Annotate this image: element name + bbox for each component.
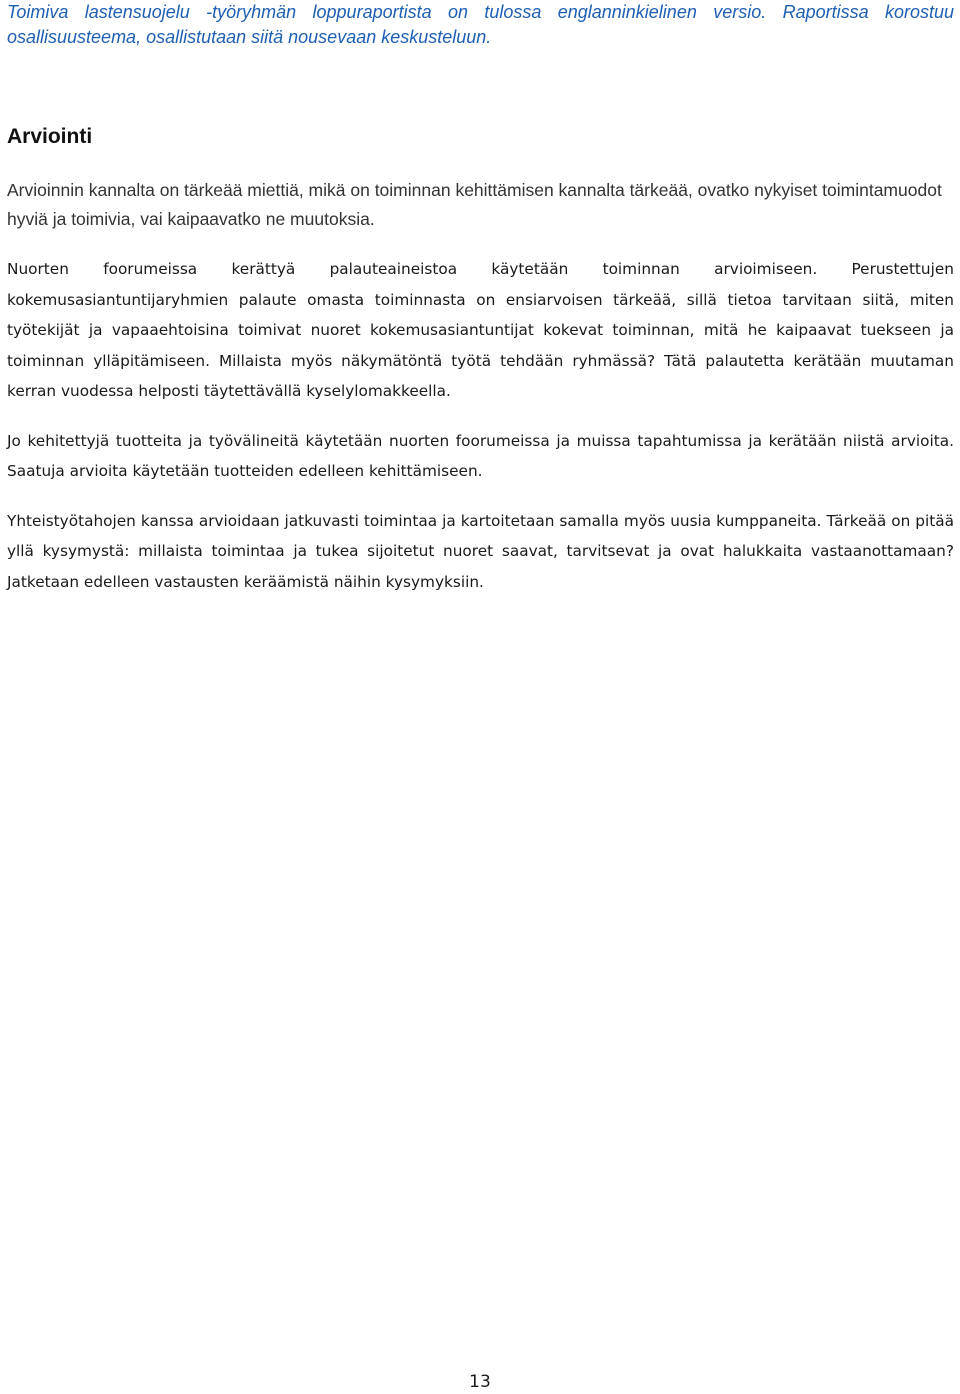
- page-number: 13: [469, 1372, 491, 1392]
- intro-note: Toimiva lastensuojelu -työryhmän loppuraportista on tulossa englanninkielinen versio. Raportissa korostuu osallisuusteema, osallistutaan siitä nousevaan keskusteluun.: [7, 2, 954, 47]
- paragraph-tools: Jo kehitettyjä tuotteita ja työvälineitä käytetään nuorten foorumeissa ja muissa tapahtumissa ja kerätään niistä arvioita. Saatuja arvioita käytetään tuotteiden edelleen kehittämiseen.: [7, 431, 954, 480]
- document-page: [7, 0, 954, 597]
- paragraph-partners: Yhteistyötahojen kanssa arvioidaan jatkuvasti toimintaa ja kartoitetaan samalla myös uusia kumppaneita. Tärkeää on pitää yllä kysymystä: millaista toimintaa ja tukea sijoitetut nuoret saavat, tarvitsevat ja ovat halukkaita vastaanottamaan? Jatketaan edelleen vastausten keräämistä näihin kysymyksiin.: [7, 511, 954, 591]
- section-heading: Arviointi: [7, 125, 93, 148]
- paragraph-feedback: Nuorten foorumeissa kerättyä palauteaineistoa käytetään toiminnan arvioimiseen. Perustettujen kokemusasiantuntijaryhmien palaute omasta toiminnasta on ensiarvoisen tärkeää, sillä tietoa tarvitaan siitä, miten työtekijät ja vapaaehtoisina toimivat nuoret kokemusasiantuntijat kokevat toiminnan, mitä he kaipaavat tuekseen ja toiminnan ylläpitämiseen. Millaista myös näkymätöntä työtä tehdään ryhmässä? Tätä palautetta kerätään muutaman kerran vuodessa helposti täytettävällä kyselylomakkeella.: [7, 260, 954, 400]
- lead-paragraph: Arvioinnin kannalta on tärkeää miettiä, mikä on toiminnan kehittämisen kannalta tärkeää, ovatko nykyiset toimintamuodot hyviä ja toimivia, vai kaipaavatko ne muutoksia.: [7, 180, 942, 229]
